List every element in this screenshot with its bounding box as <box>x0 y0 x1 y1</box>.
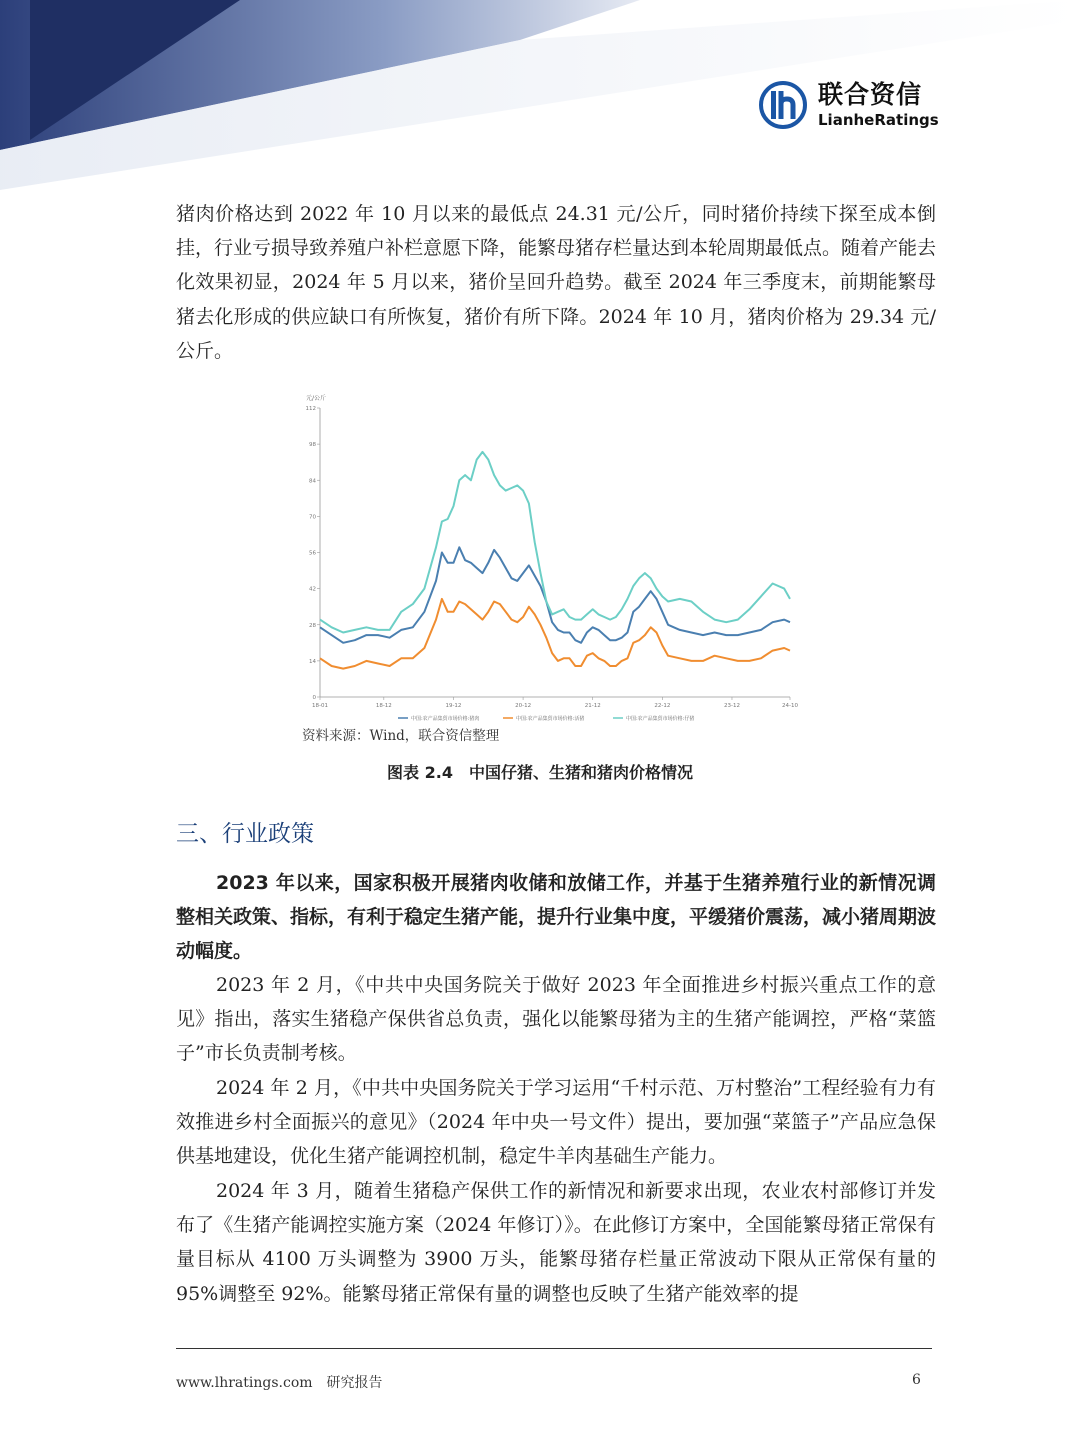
brand-name-en: LianheRatings <box>818 111 939 129</box>
y-tick-label: 14 <box>309 658 316 665</box>
policy-paragraph-2024-02: 2024 年 2 月，《中共中央国务院关于学习运用“千村示范、万村整治”工程经验有力有效推进乡村全面振兴的意见》（2024 年中央一号文件）提出，要加强“菜篮子”产品应急保供基地建设，优化生猪产能调控机制，稳定牛羊肉基础生产能力。 <box>176 1077 936 1168</box>
legend-label-3: 中国:农产品集贸市场价格:仔猪 <box>626 716 695 722</box>
x-tick-label: 22-12 <box>654 703 671 709</box>
policy-paragraph-2023-02: 2023 年 2 月，《中共中央国务院关于做好 2023 年全面推进乡村振兴重点工作的意见》指出，落实生猪稳产保供省总负责，强化以能繁母猪为主的生猪产能调控，严格“菜篮子”市长负责制考核。 <box>176 974 936 1065</box>
x-tick-label: 20-12 <box>515 703 532 709</box>
y-tick-label: 70 <box>309 514 316 521</box>
section-title: 三、行业政策 <box>176 821 314 847</box>
footer-site: www.lhratings.com 研究报告 <box>176 1375 383 1391</box>
y-tick-label: 0 <box>312 695 316 701</box>
y-tick-label: 28 <box>309 622 316 629</box>
policy-summary-paragraph: 2023 年以来，国家积极开展猪肉收储和放储工作，并基于生猪养殖行业的新情况调整相关政策、指标，有利于稳定生猪产能，提升行业集中度，平缓猪价震荡，减小猪周期波动幅度。 <box>176 872 937 963</box>
y-tick-label: 112 <box>305 406 316 412</box>
policy-paragraph-2024-03: 2024 年 3 月，随着生猪稳产保供工作的新情况和新要求出现，农业农村部修订并发布了《生猪产能调控实施方案（2024 年修订）》。在此修订方案中，全国能繁母猪正常保有量目标从 4100 万头调整为 3900 万头，能繁母猪存栏量正常波动下限从正常保有量的 95%调整至 92%。能繁母猪正常保有量的调整也反映了生猪产能效率的提 <box>176 1180 936 1305</box>
y-tick-label: 42 <box>309 586 316 593</box>
x-tick-label: 23-12 <box>723 703 740 709</box>
x-tick-label: 21-12 <box>584 703 601 709</box>
x-tick-label: 24-10 <box>782 703 798 709</box>
y-tick-label: 56 <box>309 550 316 557</box>
legend-label-1: 中国:农产品集贸市场价格:猪肉 <box>411 716 480 722</box>
x-tick-label: 19-12 <box>445 703 462 709</box>
y-axis-label: 元/公斤 <box>306 395 327 402</box>
figure-caption: 图表 2.4 中国仔猪、生猪和猪肉价格情况 <box>387 763 693 782</box>
chart-source-note: 资料来源：Wind，联合资信整理 <box>302 728 500 744</box>
body-paragraph-price: 猪肉价格达到 2022 年 10 月以来的最低点 24.31 元/公斤，同时猪价持续下探至成本倒挂，行业亏损导致养殖户补栏意愿下降，能繁母猪存栏量达到本轮周期最低点。随着产能去化效果初显，2024 年 5 月以来，猪价呈回升趋势。截至 2024 年三季度末，前期能繁母猪去化形成的供应缺口有所恢复，猪价有所下降。2024 年 10 月，猪肉价格为 29.34 元/公斤。 <box>176 203 937 362</box>
x-tick-label: 18-12 <box>375 703 392 709</box>
lianhe-logo-icon <box>758 80 808 130</box>
y-tick-label: 84 <box>309 478 316 485</box>
legend-label-2: 中国:农产品集贸市场价格:活猪 <box>516 716 585 722</box>
page-number: 6 <box>912 1372 921 1388</box>
y-tick-label: 98 <box>309 442 316 449</box>
x-tick-label: 18-01 <box>312 703 328 709</box>
brand-logo <box>758 80 939 130</box>
footer-divider <box>176 1348 932 1349</box>
brand-name-cn: 联合资信 <box>818 80 923 109</box>
series-line-3 <box>320 452 790 633</box>
price-line-chart <box>298 390 798 725</box>
